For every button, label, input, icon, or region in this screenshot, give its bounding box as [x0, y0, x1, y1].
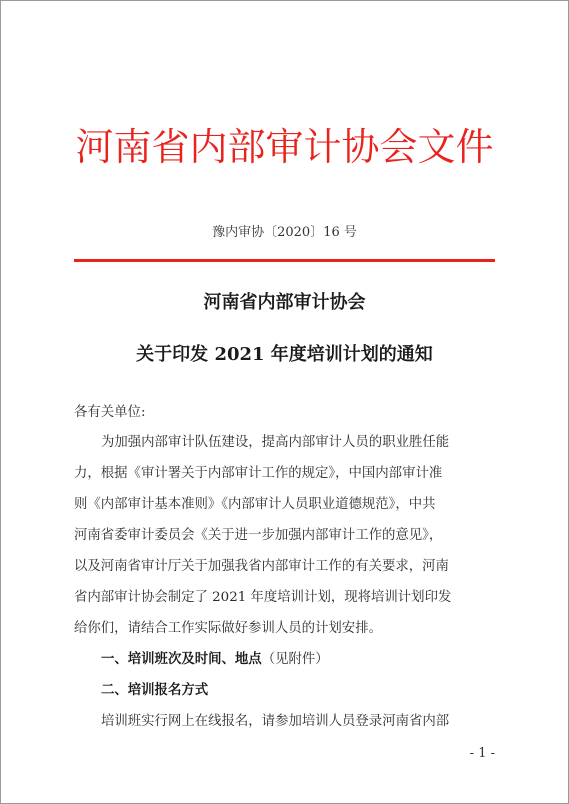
salutation: 各有关单位:	[74, 405, 146, 420]
section-heading-2: 二、培训报名方式	[101, 683, 209, 698]
body-line-1: 为加强内部审计队伍建设，提高内部审计人员的职业胜任能	[101, 435, 450, 450]
document-title-line-1: 河南省内部审计协会	[203, 292, 366, 313]
body-line-6: 省内部审计协会制定了 2021 年度培训计划，现将培训计划印发	[74, 590, 452, 605]
body-line-5: 以及河南省审计厅关于加强我省内部审计工作的有关要求，河南	[74, 559, 449, 574]
red-separator-rule	[74, 259, 495, 262]
section-heading-1-text: 一、培训班次及时间、地点	[101, 652, 262, 667]
body-last-line: 培训班实行网上在线报名，请参加培训人员登录河南省内部	[101, 714, 450, 729]
document-title-line-2: 关于印发 2021 年度培训计划的通知	[136, 344, 433, 365]
document-number: 豫内审协〔2020〕16 号	[212, 225, 357, 240]
document-masthead: 河南省内部审计协会文件	[75, 125, 494, 169]
section-heading-1	[101, 651, 329, 669]
body-line-3: 则《内部审计基本准则》《内部审计人员职业道德规范》，中共	[74, 497, 436, 512]
body-line-7: 给你们，请结合工作实际做好参训人员的计划安排。	[74, 621, 382, 636]
body-line-4: 河南省委审计委员会《关于进一步加强内部审计工作的意见》，	[74, 528, 443, 543]
section-heading-1-note: （见附件）	[261, 652, 329, 667]
body-line-2: 力，根据《审计署关于内部审计工作的规定》，中国内部审计准	[74, 466, 443, 481]
page-number: - 1 -	[469, 746, 495, 761]
